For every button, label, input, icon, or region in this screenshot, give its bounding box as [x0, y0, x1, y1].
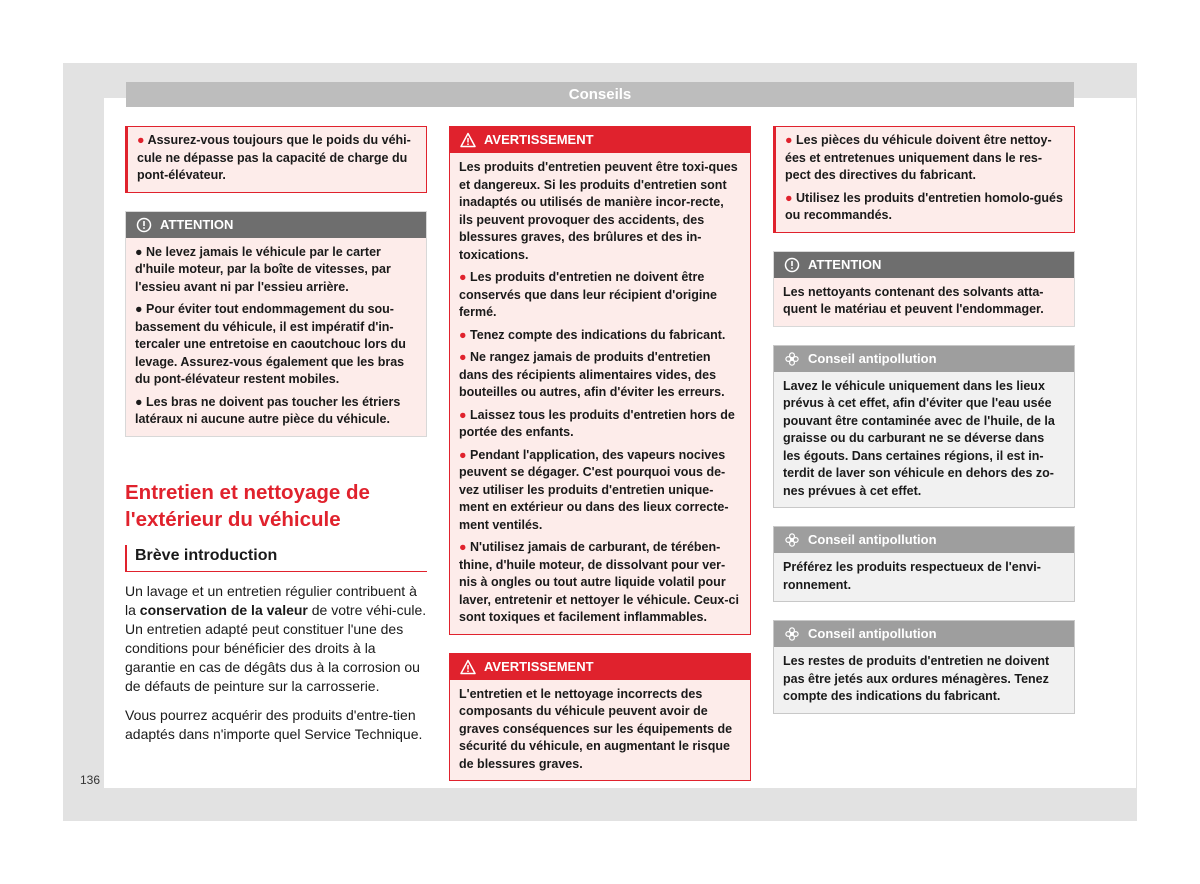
tip-item: ● Les pièces du véhicule doivent être nettoy-ées et entretenues uniquement dans le res-pect des directives du fabricant.	[785, 133, 1052, 182]
warning-triangle-icon	[460, 132, 476, 148]
bullet-icon: ●	[459, 447, 471, 462]
column-right	[773, 126, 1075, 732]
bullet-icon: ●	[459, 270, 471, 284]
warning-item: ● N'utilisez jamais de carburant, de térében-thine, d'huile moteur, de dissolvant pour ver-nis à ongles ou tout autre liquide volatil pour laver, entretenir et nettoyer le véhicule. Ceux-ci sont toxiques et facilement inflammables.	[459, 540, 739, 624]
warning-text: L'entretien et le nettoyage incorrects des composants du véhicule peuvent avoir de graves conséquences sur les équipements de sécurité du véhicule, en augmentant le risque de blessures graves.	[459, 686, 733, 771]
tip-item: ● Assurez-vous toujours que le poids du véhi-cule ne dépasse pas la capacité de charge du pont-élévateur.	[137, 133, 411, 182]
warning-header	[450, 127, 750, 153]
bullet-icon: ●	[459, 407, 471, 422]
tip-box	[125, 126, 427, 193]
warning-item: ● Les produits d'entretien ne doivent être conservés que dans leur récipient d'origine fermé.	[459, 270, 717, 319]
eco-tip-header	[774, 621, 1074, 647]
bullet-icon: ●	[459, 540, 471, 554]
warning-item: ● Laissez tous les produits d'entretien hors de portée des enfants.	[459, 407, 735, 439]
eco-tip-label: Conseil antipollution	[808, 350, 937, 366]
bullet-icon: ●	[135, 244, 147, 259]
attention-label: ATTENTION	[160, 216, 234, 232]
section-header: Conseils	[126, 82, 1074, 107]
bullet-icon: ●	[459, 327, 471, 342]
eco-tip-text: Lavez le véhicule uniquement dans les lieux prévus à cet effet, afin d'éviter que l'eau usée pouvant être contaminée avec de l'huile, de la graisse ou du carburant ne se déverse dans les égouts. Dans certaines régions, il est in-terdit de laver son véhicule en dehors des zo-nes prévues à cet effet.	[783, 378, 1055, 498]
info-circle-icon	[136, 217, 152, 233]
eco-tip-text: Les restes de produits d'entretien ne doivent pas être jetés aux ordures ménagères. Tenez compte des indications du fabricant.	[783, 654, 1050, 703]
intro-paragraph: Un lavage et un entretien régulier contribuent à la conservation de la valeur de votre véhi-cule. Un entretien adapté peut constituer l'une des conditions pour bénéficier des droits à la garantie en cas de dégâts dus à la corrosion ou de défauts de peinture sur la carrosserie.	[125, 582, 427, 694]
intro-paragraph-2: Vous pourrez acquérir des produits d'entre-tien adaptés dans n'importe quel Service Technique.	[125, 706, 423, 742]
warning-item: ● Pendant l'application, des vapeurs nocives peuvent se dégager. C'est pourquoi vous de-vez utiliser les produits d'entretien unique-ment en extérieur ou dans des lieux correcte-ment ventilés.	[459, 447, 729, 532]
attention-header	[774, 252, 1074, 278]
attention-item: ● Les bras ne doivent pas toucher les étriers latéraux ni aucune autre pièce du véhicule.	[135, 394, 401, 426]
eco-tip-box	[773, 345, 1075, 509]
warning-box-2	[449, 653, 751, 782]
subsection-title: Brève introduction	[125, 545, 427, 572]
flower-icon	[784, 626, 800, 642]
eco-tip-header	[774, 346, 1074, 372]
tip-item: ● Utilisez les produits d'entretien homolo-gués ou recommandés.	[785, 190, 1063, 222]
eco-tip-label: Conseil antipollution	[808, 626, 937, 641]
eco-tip-label: Conseil antipollution	[808, 532, 937, 547]
warning-label: AVERTISSEMENT	[484, 658, 594, 674]
column-left	[125, 126, 427, 754]
bullet-icon: ●	[135, 302, 147, 316]
bullet-icon: ●	[785, 133, 797, 147]
flower-icon	[784, 351, 800, 367]
eco-tip-text: Préférez les produits respectueux de l'envi-ronnement.	[783, 560, 1041, 592]
warning-intro: Les produits d'entretien peuvent être toxi-ques et dangereux. Si les produits d'entretien sont inadaptés ou utilisés de manière incor-recte, ils peuvent provoquer des accidents, des blessures graves, des brûlures et des in-toxications.	[459, 160, 738, 262]
attention-item: ● Pour éviter tout endommagement du sou-bassement du véhicule, il est impératif d'in-tercaler une entretoise en caoutchouc lors du levage. Assurez-vous également que les bras du pont-élévateur restent mobiles.	[135, 302, 406, 386]
attention-item: ● Ne levez jamais le véhicule par le carter d'huile moteur, par la boîte de vitesses, par l'essieu avant ni par l'essieu arrière.	[135, 244, 391, 294]
column-middle	[449, 126, 751, 799]
eco-tip-box-2	[773, 526, 1075, 602]
warning-item: ● Tenez compte des indications du fabricant.	[459, 327, 726, 342]
bullet-icon: ●	[785, 190, 797, 205]
warning-header	[450, 654, 750, 680]
attention-box	[773, 251, 1075, 327]
page-number: 136	[80, 773, 101, 787]
attention-box	[125, 211, 427, 437]
flower-icon	[784, 532, 800, 548]
tip-box	[773, 126, 1075, 233]
attention-header	[126, 212, 426, 238]
bullet-icon: ●	[135, 394, 147, 409]
warning-triangle-icon	[460, 659, 476, 675]
attention-label: ATTENTION	[808, 256, 882, 272]
warning-label: AVERTISSEMENT	[484, 132, 594, 147]
warning-item: ● Ne rangez jamais de produits d'entretien dans des récipients alimentaires vides, des bouteilles ou autres, afin d'éviter les erreurs.	[459, 350, 725, 399]
attention-text: Les nettoyants contenant des solvants atta-quent le matériau et peuvent l'endommager.	[783, 284, 1044, 316]
warning-box	[449, 126, 751, 635]
eco-tip-box-3	[773, 620, 1075, 714]
bullet-icon: ●	[459, 350, 471, 364]
info-circle-icon	[784, 257, 800, 273]
eco-tip-header	[774, 527, 1074, 553]
bullet-icon: ●	[137, 133, 148, 147]
section-title: Entretien et nettoyage de l'extérieur du véhicule	[125, 480, 370, 531]
